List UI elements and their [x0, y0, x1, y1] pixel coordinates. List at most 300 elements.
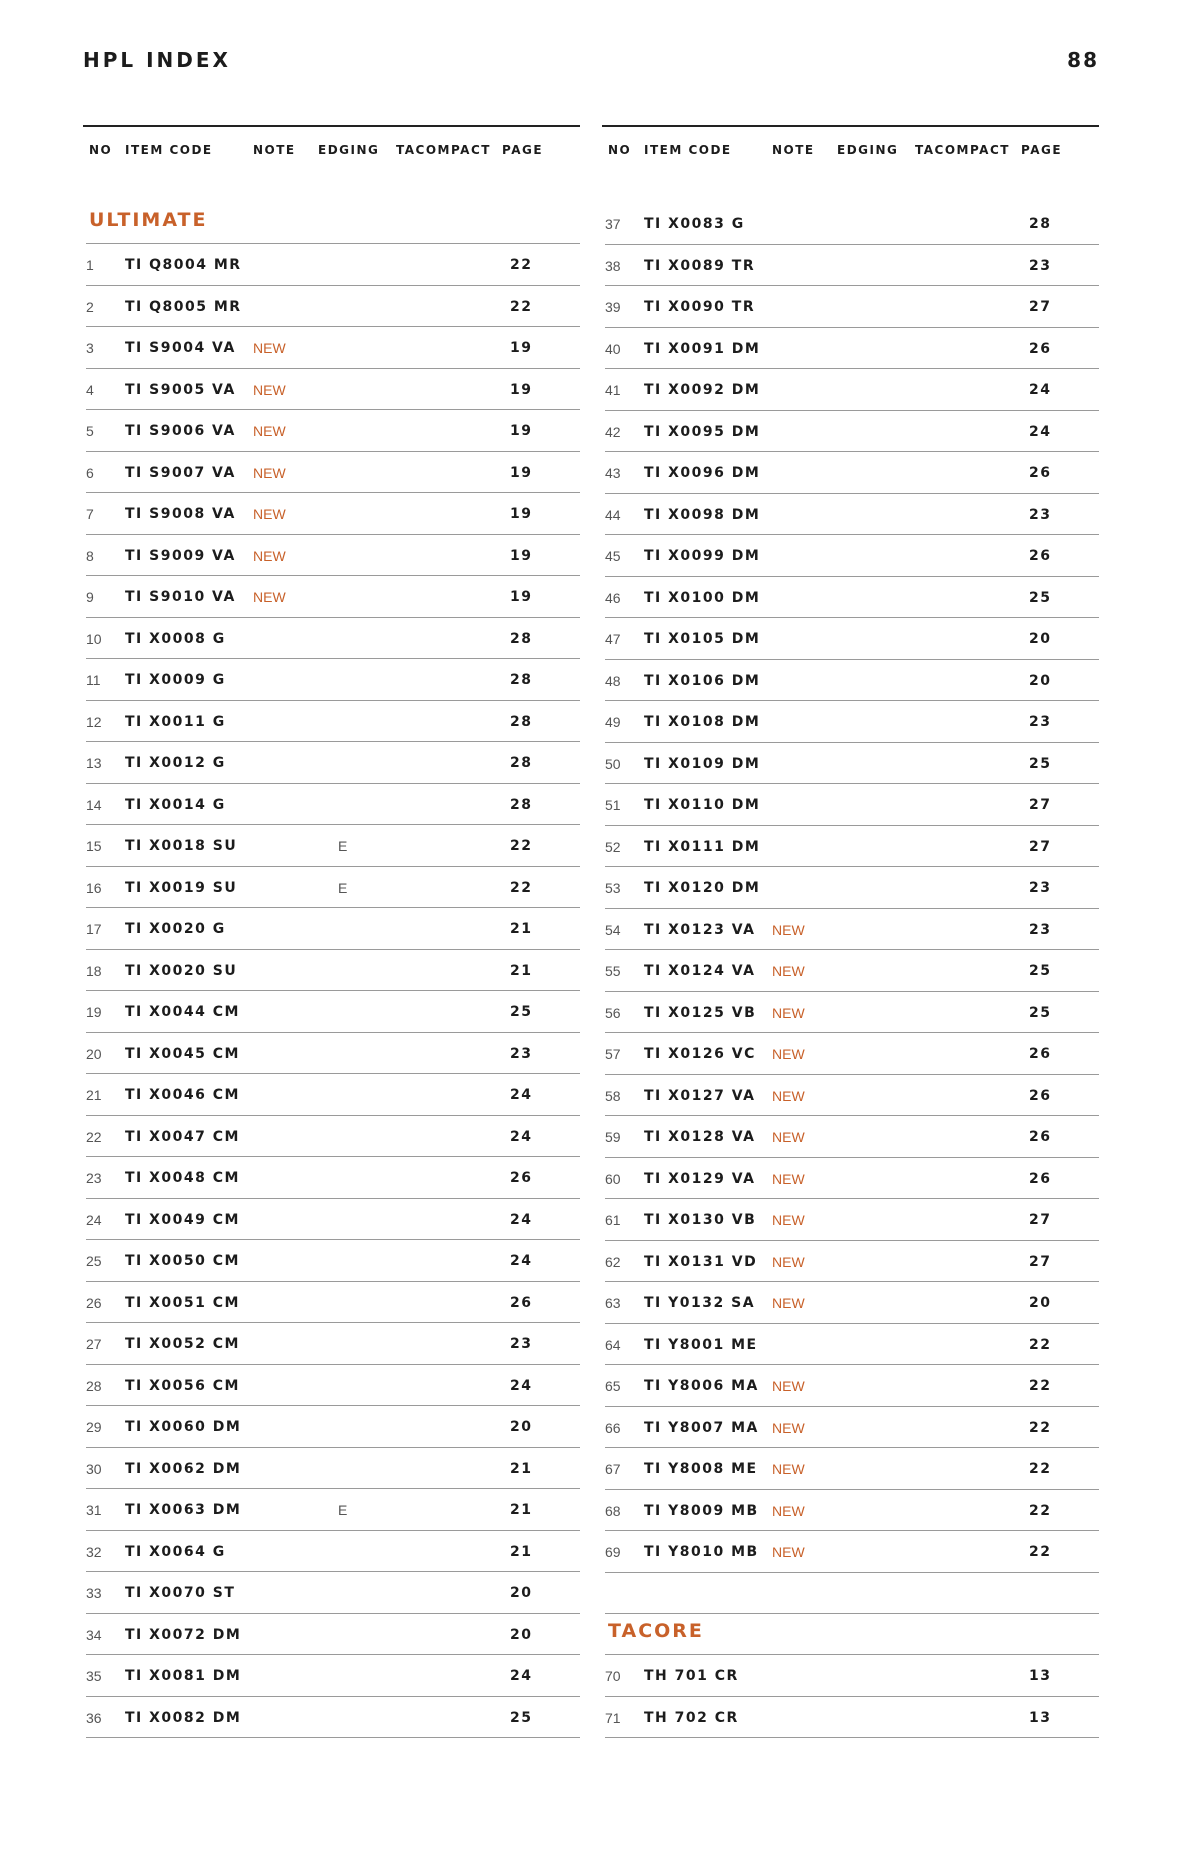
note-badge: NEW — [772, 963, 805, 979]
row-number: 71 — [605, 1709, 621, 1726]
item-code: TI X0099 DM — [644, 548, 761, 564]
table-row — [605, 494, 1099, 536]
note-badge: NEW — [772, 1170, 805, 1187]
page-ref: 26 — [1029, 465, 1052, 481]
page-ref: 24 — [510, 1128, 533, 1145]
item-code: TI X0008 G — [125, 630, 226, 647]
table-row — [605, 1697, 1099, 1739]
page-ref: 21 — [510, 1502, 533, 1518]
page-ref: 23 — [510, 1045, 533, 1062]
table-row — [86, 784, 580, 826]
item-code: TI S9009 VA — [125, 547, 236, 564]
page-ref: 22 — [1029, 1419, 1052, 1436]
table-row — [86, 1406, 580, 1448]
item-code: TI X0051 CM — [125, 1294, 240, 1311]
page-ref: 20 — [1029, 672, 1052, 689]
table-row — [605, 1282, 1099, 1324]
row-number: 32 — [86, 1543, 102, 1560]
table-row — [86, 1531, 580, 1573]
page-ref: 28 — [510, 713, 533, 730]
table-row — [86, 1655, 580, 1697]
item-code: TI X0048 CM — [125, 1170, 240, 1186]
table-row — [605, 1158, 1099, 1200]
row-number: 21 — [86, 1087, 102, 1103]
row-number: 70 — [605, 1668, 621, 1684]
item-code: TI X0064 G — [125, 1543, 226, 1560]
table-row — [86, 1282, 580, 1324]
item-code: TI S9010 VA — [125, 589, 236, 605]
item-code: TI X0020 G — [125, 921, 226, 937]
item-code: TI X0082 DM — [125, 1709, 242, 1726]
table-row — [86, 535, 580, 577]
page-ref: 20 — [1029, 631, 1052, 647]
header-no: NO — [608, 143, 632, 157]
table-row — [86, 1614, 580, 1656]
page-ref: 24 — [510, 1087, 533, 1103]
page-ref: 19 — [510, 589, 533, 605]
item-code: TI X0091 DM — [644, 340, 761, 357]
note-badge: NEW — [772, 1046, 805, 1062]
row-number: 59 — [605, 1129, 621, 1145]
index-column-right — [602, 125, 1099, 1738]
row-number: 54 — [605, 921, 621, 938]
page-ref: 20 — [510, 1626, 533, 1643]
table-row — [86, 576, 580, 618]
row-number: 14 — [86, 796, 102, 813]
table-row — [605, 701, 1099, 743]
item-code: TI X0109 DM — [644, 755, 761, 772]
item-code: TI X0123 VA — [644, 921, 756, 938]
table-row — [605, 1407, 1099, 1449]
page-ref: 20 — [510, 1419, 533, 1435]
header-note: NOTE — [772, 143, 815, 157]
page-ref: 22 — [1029, 1461, 1052, 1477]
item-code: TI X0012 G — [125, 755, 226, 771]
item-code: TH 701 CR — [644, 1668, 739, 1684]
item-code: TI X0089 TR — [644, 257, 756, 274]
table-row — [86, 867, 580, 909]
row-number: 16 — [86, 879, 102, 896]
item-code: TI X0127 VA — [644, 1087, 756, 1104]
table-row — [605, 1531, 1099, 1573]
row-number: 51 — [605, 797, 621, 813]
note-badge: NEW — [772, 1129, 805, 1145]
page-ref: 19 — [510, 547, 533, 564]
table-row — [605, 328, 1099, 370]
item-code: TI X0090 TR — [644, 299, 756, 315]
item-code: TI X0011 G — [125, 713, 226, 730]
item-code: TI Y8007 MA — [644, 1419, 759, 1436]
header-item-code: ITEM CODE — [644, 143, 732, 157]
table-row — [605, 1241, 1099, 1283]
row-number: 11 — [86, 672, 101, 688]
table-row — [86, 742, 580, 784]
header-edging: EDGING — [837, 143, 899, 157]
item-code: TI X0009 G — [125, 672, 226, 688]
note-badge: NEW — [772, 1212, 805, 1228]
row-number: 50 — [605, 755, 621, 772]
header-tacompact: TACOMPACT — [915, 143, 1010, 157]
page-ref: 24 — [510, 1377, 533, 1394]
page-ref: 23 — [1029, 257, 1052, 274]
row-number: 43 — [605, 465, 621, 481]
row-number: 36 — [86, 1709, 102, 1726]
row-number: 25 — [86, 1253, 102, 1269]
table-row — [86, 1365, 580, 1407]
page-ref: 27 — [1029, 299, 1052, 315]
item-code: TI Q8004 MR — [125, 257, 242, 273]
item-code: TI X0070 ST — [125, 1585, 236, 1601]
item-code: TI X0063 DM — [125, 1502, 242, 1518]
table-row — [605, 535, 1099, 577]
item-code: TI X0060 DM — [125, 1419, 242, 1435]
table-row — [86, 327, 580, 369]
table-row — [605, 867, 1099, 909]
row-number: 63 — [605, 1295, 621, 1311]
page-ref: 13 — [1029, 1709, 1052, 1726]
column-header — [602, 143, 1099, 173]
table-row — [86, 701, 580, 743]
page-ref: 22 — [510, 838, 533, 854]
table-row — [86, 1448, 580, 1490]
page-ref: 26 — [1029, 340, 1052, 357]
table-row — [605, 369, 1099, 411]
row-number: 29 — [86, 1419, 102, 1435]
note-badge: NEW — [772, 1544, 805, 1560]
row-number: 34 — [86, 1626, 102, 1643]
table-row — [86, 452, 580, 494]
row-number: 67 — [605, 1461, 621, 1477]
note-badge: NEW — [772, 1461, 805, 1477]
item-code: TI X0019 SU — [125, 879, 238, 896]
table-row — [86, 950, 580, 992]
item-code: TI X0083 G — [644, 216, 745, 232]
row-number: 30 — [86, 1460, 102, 1477]
page-ref: 28 — [510, 755, 533, 771]
table-row — [605, 1448, 1099, 1490]
index-list-left — [83, 244, 580, 1738]
note-badge: NEW — [253, 340, 286, 356]
item-code: TI S9005 VA — [125, 381, 236, 398]
page-ref: 22 — [1029, 1378, 1052, 1394]
item-code: TI X0045 CM — [125, 1045, 240, 1062]
page-ref: 26 — [1029, 1129, 1052, 1145]
page-ref: 27 — [1029, 1212, 1052, 1228]
item-code: TI Y8010 MB — [644, 1544, 759, 1560]
section-title: ULTIMATE — [89, 209, 208, 231]
item-code: TI X0072 DM — [125, 1626, 242, 1643]
row-number: 3 — [86, 340, 94, 356]
row-number: 1 — [86, 257, 94, 273]
table-row — [86, 1572, 580, 1614]
page-ref: 23 — [1029, 921, 1052, 938]
note-badge: NEW — [772, 1004, 805, 1021]
page-ref: 21 — [510, 1460, 533, 1477]
header-page: PAGE — [502, 143, 544, 157]
note-badge: NEW — [772, 1502, 805, 1519]
item-code: TI X0092 DM — [644, 382, 761, 398]
row-number: 41 — [605, 382, 621, 398]
row-number: 27 — [86, 1336, 102, 1352]
item-code: TI X0056 CM — [125, 1377, 240, 1394]
note-badge: NEW — [772, 1419, 805, 1436]
page-ref: 26 — [510, 1294, 533, 1311]
item-code: TI X0052 CM — [125, 1336, 240, 1352]
row-number: 58 — [605, 1087, 621, 1104]
section-title: TACORE — [608, 1620, 704, 1642]
item-code: TI X0020 SU — [125, 962, 238, 979]
row-number: 57 — [605, 1046, 621, 1062]
page-ref: 24 — [1029, 382, 1052, 398]
item-code: TI X0120 DM — [644, 880, 761, 896]
page-ref: 25 — [1029, 963, 1052, 979]
page-ref: 21 — [510, 921, 533, 937]
page-ref: 26 — [1029, 1046, 1052, 1062]
item-code: TI Q8005 MR — [125, 298, 242, 315]
table-row — [605, 1199, 1099, 1241]
row-number: 61 — [605, 1212, 621, 1228]
page-number: 88 — [1067, 48, 1099, 72]
page-ref: 25 — [1029, 755, 1052, 772]
row-number: 53 — [605, 880, 621, 896]
item-code: TI S9004 VA — [125, 340, 236, 356]
note-badge: NEW — [772, 1253, 805, 1270]
table-row — [86, 1240, 580, 1282]
row-number: 18 — [86, 962, 102, 979]
row-number: 66 — [605, 1419, 621, 1436]
item-code: TI Y8008 ME — [644, 1461, 758, 1477]
row-number: 52 — [605, 838, 621, 855]
blank-row — [605, 1573, 1099, 1615]
row-number: 40 — [605, 340, 621, 357]
page-ref: 22 — [510, 298, 533, 315]
header-no: NO — [89, 143, 113, 157]
page-ref: 28 — [510, 630, 533, 647]
item-code: TI X0018 SU — [125, 838, 238, 854]
row-number: 10 — [86, 630, 102, 647]
row-number: 47 — [605, 631, 621, 647]
page-ref: 27 — [1029, 797, 1052, 813]
row-number: 23 — [86, 1170, 102, 1186]
row-number: 9 — [86, 589, 94, 605]
row-number: 45 — [605, 548, 621, 564]
note-badge: NEW — [253, 464, 286, 481]
table-row — [605, 203, 1099, 245]
row-number: 42 — [605, 423, 621, 440]
page-ref: 19 — [510, 464, 533, 481]
page-ref: 19 — [510, 340, 533, 356]
note-badge: NEW — [772, 1378, 805, 1394]
header-note: NOTE — [253, 143, 296, 157]
item-code: TI S9006 VA — [125, 423, 236, 439]
table-row — [86, 369, 580, 411]
item-code: TI X0062 DM — [125, 1460, 242, 1477]
item-code: TI S9008 VA — [125, 506, 236, 522]
edging-mark: E — [338, 838, 348, 854]
item-code: TI X0044 CM — [125, 1004, 240, 1020]
table-row — [86, 410, 580, 452]
column-header-rule — [83, 125, 580, 127]
row-number: 60 — [605, 1170, 621, 1187]
table-row — [86, 1489, 580, 1531]
page-ref: 22 — [1029, 1544, 1052, 1560]
table-row — [605, 660, 1099, 702]
row-number: 12 — [86, 713, 102, 730]
row-number: 39 — [605, 299, 621, 315]
page-ref: 25 — [1029, 589, 1052, 606]
table-row — [605, 1655, 1099, 1697]
page-ref: 20 — [510, 1585, 533, 1601]
page-ref: 22 — [510, 879, 533, 896]
item-code: TI X0124 VA — [644, 963, 756, 979]
table-row — [86, 618, 580, 660]
page-ref: 26 — [1029, 548, 1052, 564]
column-header-rule — [602, 125, 1099, 127]
item-code: TI X0129 VA — [644, 1170, 756, 1187]
index-list-right — [602, 203, 1099, 1573]
item-code: TI X0128 VA — [644, 1129, 756, 1145]
row-number: 17 — [86, 921, 102, 937]
page-ref: 24 — [510, 1668, 533, 1684]
note-badge: NEW — [253, 381, 286, 398]
page-ref: 24 — [1029, 423, 1052, 440]
edging-mark: E — [338, 1502, 348, 1518]
page-ref: 26 — [510, 1170, 533, 1186]
row-number: 22 — [86, 1128, 102, 1145]
header-edging: EDGING — [318, 143, 380, 157]
column-header — [83, 143, 580, 173]
row-number: 62 — [605, 1253, 621, 1270]
index-list-tacore — [602, 1655, 1099, 1738]
page-ref: 21 — [510, 1543, 533, 1560]
page-ref: 28 — [510, 672, 533, 688]
page-ref: 25 — [510, 1709, 533, 1726]
table-row — [605, 743, 1099, 785]
note-badge: NEW — [772, 921, 805, 938]
table-row — [605, 452, 1099, 494]
row-number: 35 — [86, 1668, 102, 1684]
row-number: 13 — [86, 755, 102, 771]
table-row — [605, 577, 1099, 619]
table-row — [605, 1075, 1099, 1117]
row-number: 44 — [605, 506, 621, 523]
row-number: 46 — [605, 589, 621, 606]
page-ref: 28 — [510, 796, 533, 813]
item-code: TI Y8006 MA — [644, 1378, 759, 1394]
item-code: TI X0049 CM — [125, 1211, 240, 1228]
item-code: TI X0105 DM — [644, 631, 761, 647]
row-number: 5 — [86, 423, 94, 439]
table-row — [605, 784, 1099, 826]
table-row — [86, 825, 580, 867]
item-code: TI X0110 DM — [644, 797, 761, 813]
row-number: 4 — [86, 381, 94, 398]
table-row — [86, 991, 580, 1033]
table-row — [605, 618, 1099, 660]
table-row — [605, 245, 1099, 287]
table-row — [86, 244, 580, 286]
row-number: 55 — [605, 963, 621, 979]
item-code: TI X0046 CM — [125, 1087, 240, 1103]
row-number: 37 — [605, 216, 621, 232]
section-heading-ultimate — [86, 203, 580, 244]
page-ref: 27 — [1029, 838, 1052, 855]
table-row — [86, 1157, 580, 1199]
page-ref: 28 — [1029, 216, 1052, 232]
page-ref: 19 — [510, 423, 533, 439]
row-number: 49 — [605, 714, 621, 730]
row-number: 15 — [86, 838, 102, 854]
page-ref: 25 — [510, 1004, 533, 1020]
note-badge: NEW — [253, 423, 286, 439]
table-row — [86, 1323, 580, 1365]
row-number: 65 — [605, 1378, 621, 1394]
row-number: 6 — [86, 464, 94, 481]
row-number: 24 — [86, 1211, 102, 1228]
item-code: TI Y8009 MB — [644, 1502, 759, 1519]
table-row — [605, 1365, 1099, 1407]
table-row — [86, 659, 580, 701]
item-code: TI S9007 VA — [125, 464, 236, 481]
page-ref: 26 — [1029, 1087, 1052, 1104]
page-ref: 20 — [1029, 1295, 1052, 1311]
page-ref: 22 — [1029, 1502, 1052, 1519]
table-row — [605, 1033, 1099, 1075]
table-row — [86, 908, 580, 950]
row-number: 38 — [605, 257, 621, 274]
note-badge: NEW — [253, 506, 286, 522]
item-code: TH 702 CR — [644, 1709, 739, 1726]
item-code: TI X0126 VC — [644, 1046, 756, 1062]
table-row — [86, 1199, 580, 1241]
page-ref: 19 — [510, 381, 533, 398]
note-badge: NEW — [253, 589, 286, 605]
item-code: TI X0047 CM — [125, 1128, 240, 1145]
item-code: TI X0111 DM — [644, 838, 761, 855]
page-ref: 22 — [1029, 1336, 1052, 1353]
row-number: 7 — [86, 506, 94, 522]
row-number: 69 — [605, 1544, 621, 1560]
item-code: TI X0125 VB — [644, 1004, 757, 1021]
item-code: TI X0130 VB — [644, 1212, 757, 1228]
table-row — [605, 1324, 1099, 1366]
table-row — [605, 992, 1099, 1034]
page-ref: 19 — [510, 506, 533, 522]
edging-mark: E — [338, 879, 348, 896]
page-ref: 24 — [510, 1253, 533, 1269]
row-number: 56 — [605, 1004, 621, 1021]
page-ref: 22 — [510, 257, 533, 273]
table-row — [605, 909, 1099, 951]
item-code: TI X0095 DM — [644, 423, 761, 440]
row-number: 2 — [86, 298, 94, 315]
header-tacompact: TACOMPACT — [396, 143, 491, 157]
item-code: TI Y0132 SA — [644, 1295, 756, 1311]
table-row — [86, 1074, 580, 1116]
row-number: 68 — [605, 1502, 621, 1519]
note-badge: NEW — [253, 547, 286, 564]
table-row — [86, 1697, 580, 1739]
page-ref: 23 — [1029, 506, 1052, 523]
table-row — [86, 493, 580, 535]
item-code: TI Y8001 ME — [644, 1336, 758, 1353]
item-code: TI X0050 CM — [125, 1253, 240, 1269]
page-ref: 21 — [510, 962, 533, 979]
item-code: TI X0096 DM — [644, 465, 761, 481]
item-code: TI X0108 DM — [644, 714, 761, 730]
section-heading-tacore — [605, 1614, 1099, 1655]
header-item-code: ITEM CODE — [125, 143, 213, 157]
